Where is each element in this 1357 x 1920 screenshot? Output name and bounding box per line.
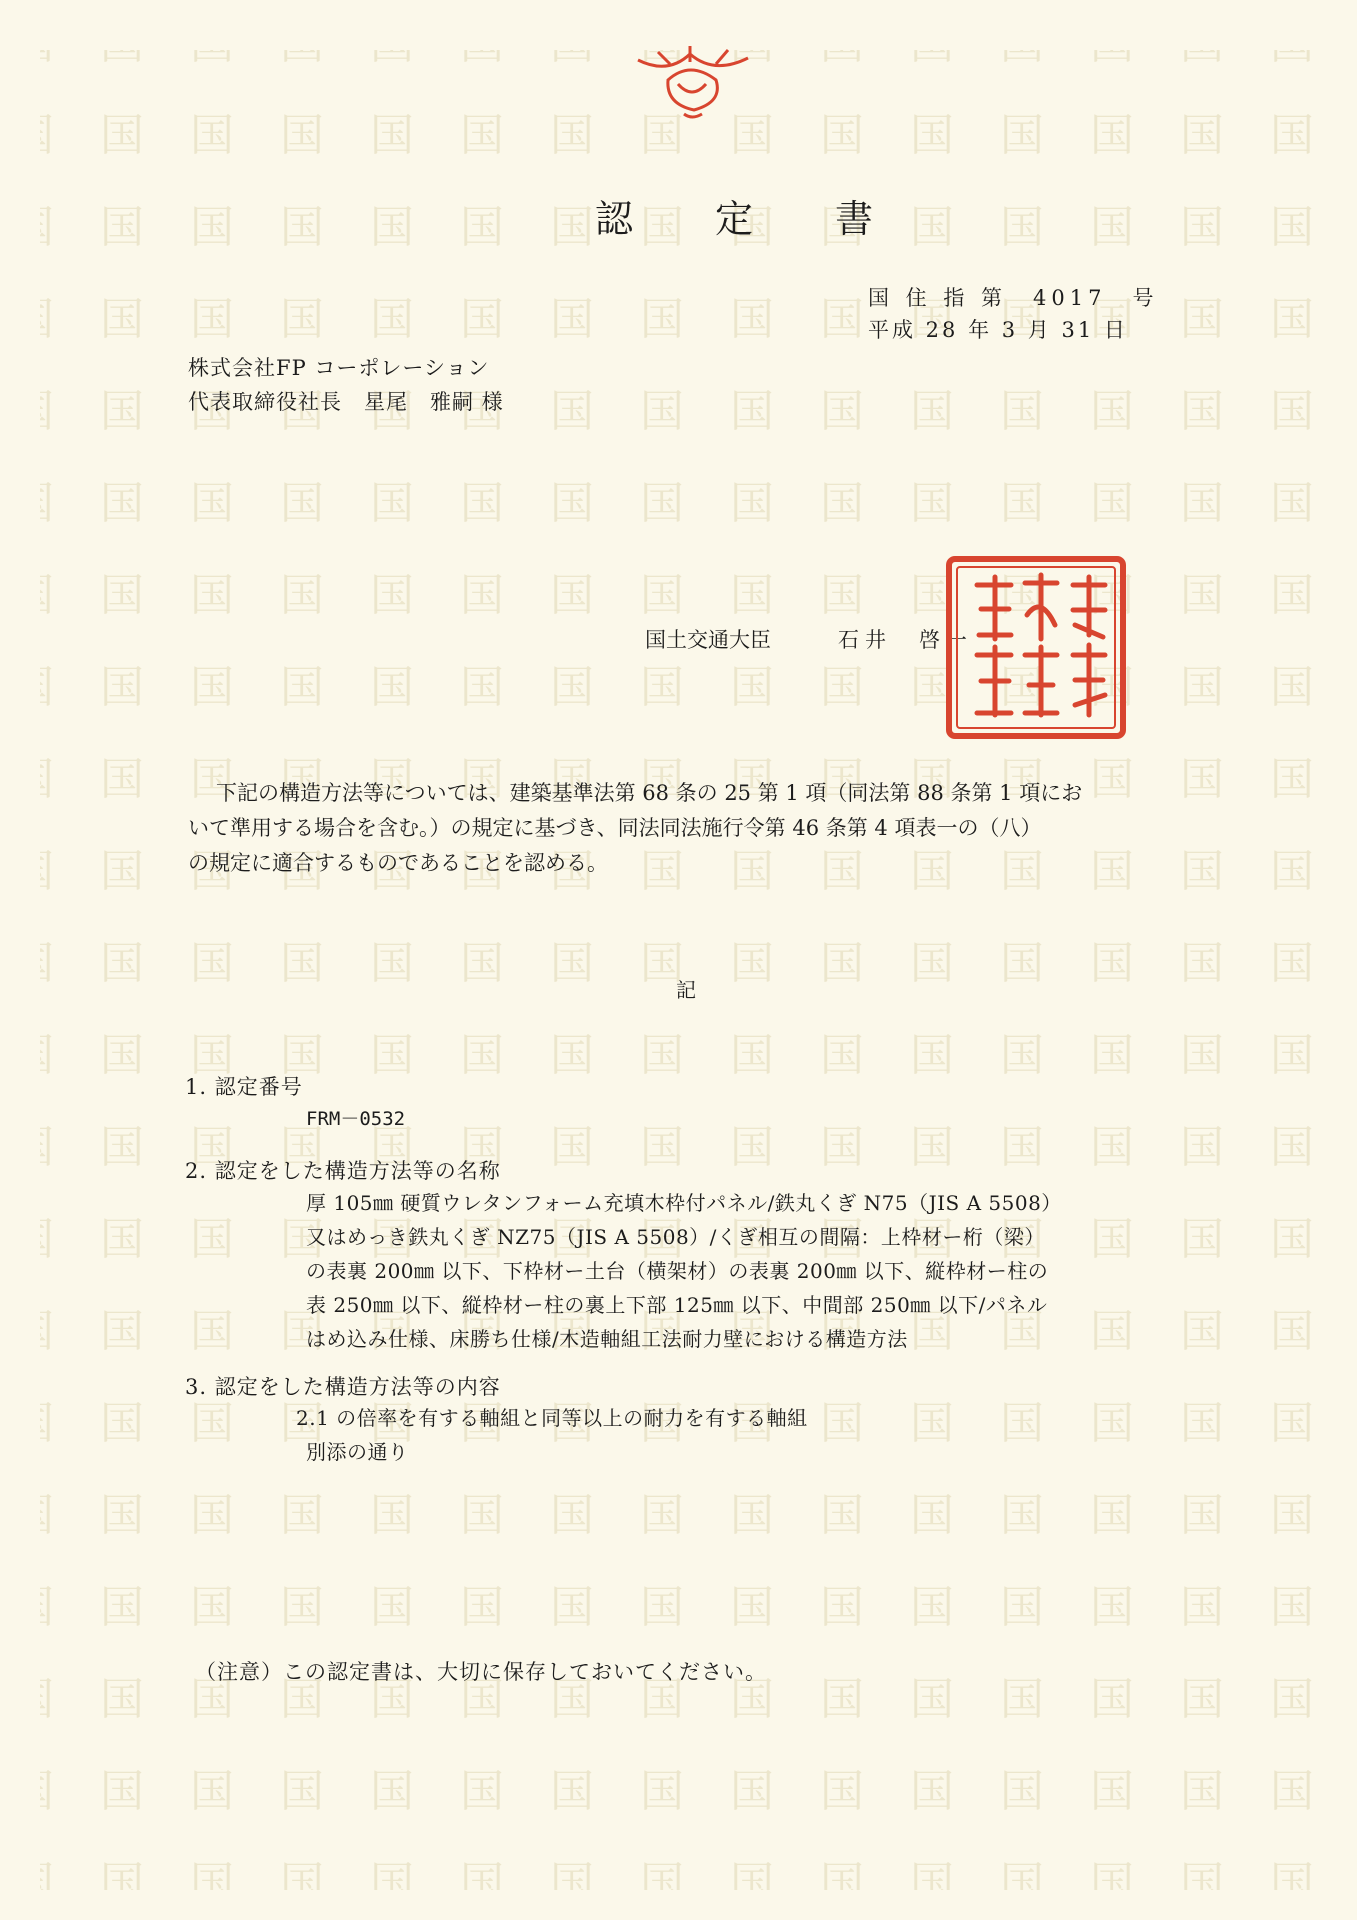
statement-line: の規定に適合するものであることを認める。: [188, 851, 608, 875]
certification-statement: [188, 776, 1188, 881]
statement-line: いて準用する場合を含む。）の規定に基づき、同法同法施行令第 46 条第 4 項表一の（八）: [188, 816, 1042, 840]
recipient-person: 代表取締役社長 星尾 雅嗣 様: [188, 390, 504, 414]
official-seal: [945, 555, 1127, 740]
document-title: 認 定 書: [595, 197, 896, 241]
government-emblem: [628, 40, 758, 120]
item-2-line: 厚 105㎜ 硬質ウレタンフォーム充填木枠付パネル/鉄丸くぎ N75（JIS A 5508）: [306, 1191, 1062, 1215]
recipient-company: 株式会社FP コーポレーション: [188, 356, 490, 380]
item-2-line: の表裏 200㎜ 以下、下枠材ー土台（横架材）の表裏 200㎜ 以下、縦枠材ー柱の: [306, 1259, 1049, 1283]
item-1-heading: 1. 認定番号: [185, 1075, 303, 1099]
item-2-line: 表 250㎜ 以下、縦枠材ー柱の裏上下部 125㎜ 以下、中間部 250㎜ 以下/パネル: [306, 1293, 1048, 1317]
item-2-heading: 2. 認定をした構造方法等の名称: [185, 1159, 501, 1183]
issue-date: 平成 28 年 3 月 31 日: [868, 318, 1128, 342]
item-1-value: FRM－0532: [306, 1108, 406, 1130]
item-3-heading: 3. 認定をした構造方法等の内容: [185, 1375, 501, 1399]
item-3-line: 2.1 の倍率を有する軸組と同等以上の耐力を有する軸組: [296, 1406, 808, 1430]
ki-heading: 記: [676, 978, 696, 1002]
minister-name: 石井 啓一: [838, 628, 973, 652]
item-2-line: はめ込み仕様、床勝ち仕様/木造軸組工法耐力壁における構造方法: [306, 1327, 908, 1351]
statement-line: 下記の構造方法等については、建築基準法第 68 条の 25 第 1 項（同法第 88 条第 1 項にお: [216, 781, 1083, 805]
minister-title: 国土交通大臣: [645, 628, 771, 652]
item-3-line: 別添の通り: [306, 1440, 409, 1464]
notice-text: （注意）この認定書は、大切に保存しておいてください。: [195, 1660, 767, 1684]
item-2-line: 又はめっき鉄丸くぎ NZ75（JIS A 5508）/くぎ相互の間隔：上枠材ー桁（梁）: [306, 1225, 1045, 1249]
document-number: 国 住 指 第 4017 号: [868, 286, 1159, 310]
